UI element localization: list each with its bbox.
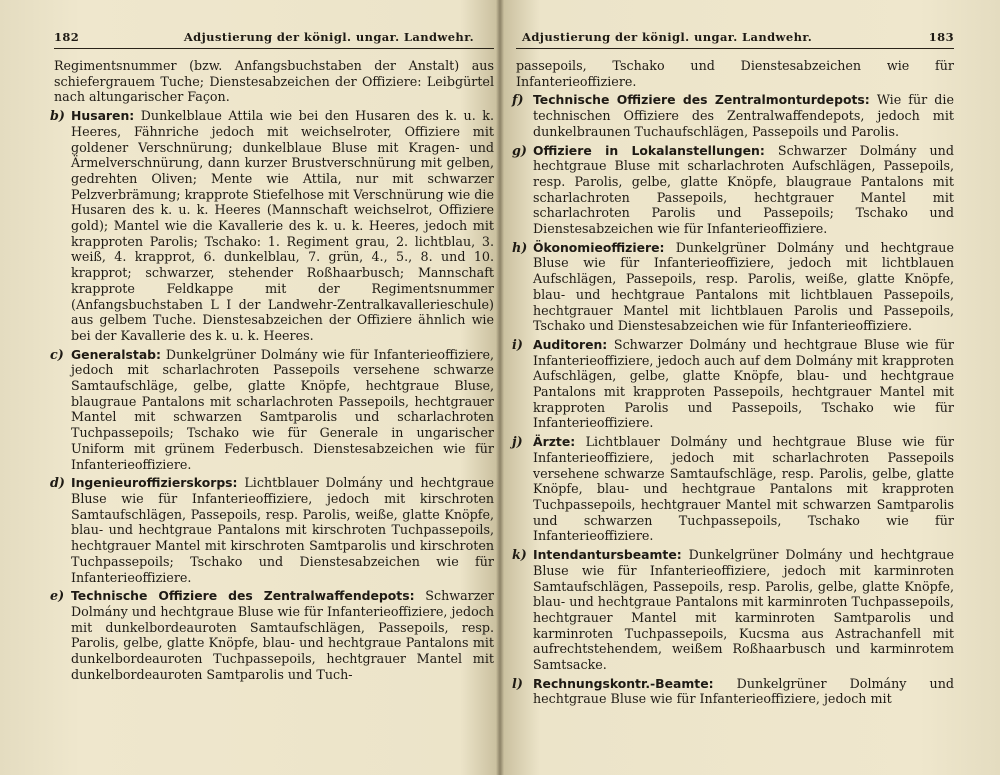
entry-text: Dunkelgrüner Dolmány und hechtgraue Bluse wie für Infanterieoffiziere, jedoch mit lichtblauen Aufschlägen, Passepoils, resp. Parolis, weiße, glatte Knöpfe, blau- und hechtgraue Pantalons mit lichtblauen Passepoils, hechtgrauer Mantel mit lichtblauen Parolis und Passepoils, Tschako und Dienstesabzeichen wie für Infanterieoffiziere. xyxy=(533,239,954,334)
entry-heading: Husaren: xyxy=(71,108,135,124)
section-entry xyxy=(50,108,494,344)
section-entry xyxy=(512,142,954,237)
continuation-paragraph: passepoils, Tschako und Dienstesabzeichen wie für Infanterieoffiziere. xyxy=(516,58,954,89)
page-body xyxy=(512,58,954,707)
running-title: Adjustierung der königl. ungar. Landwehr. xyxy=(522,30,813,44)
running-title: Adjustierung der königl. ungar. Landwehr. xyxy=(183,30,474,44)
section-entry xyxy=(50,475,494,585)
entry-text: Lichtblauer Dolmány und hechtgraue Bluse wie für Infanterieoffiziere, jedoch mit scharlachroten Passepoils versehene schwarze Samtaufschläge, resp. Parolis, gelbe, glatte Knöpfe, blau- und hechtgraue Pantalons mit krapproten Tuchpassepoils, hechtgrauer Mantel mit schwarzen Samtparolis und schwarzen Tuchpassepoils, Tschako wie für Infanterieoffiziere. xyxy=(533,434,954,544)
continuation-paragraph: Regimentsnummer (bzw. Anfangsbuchstaben der Anstalt) aus schiefergrauem Tuche; Dienstesabzeichen der Offiziere: Leibgürtel nach altungarischer Façon. xyxy=(54,58,494,105)
page-header xyxy=(516,30,954,49)
entry-text: Schwarzer Dolmány und hechtgraue Bluse mit scharlachroten Aufschlägen, Passepoils, resp. Parolis, gelbe, glatte Knöpfe, blaugraue Pantalons mit scharlachroten Passepoils, hechtgrauer Mantel mit scharlachroten Parolis und Passepoils; Tschako und Dienstesabzeichen wie für Infanterieoffiziere. xyxy=(533,142,954,237)
entry-marker: c) xyxy=(50,346,64,362)
entry-text: Wie für die technischen Offiziere des Zentralwaffendepots, jedoch mit dunkelbraunen Tuchaufschlägen, Passepoils und Parolis. xyxy=(533,92,954,139)
entry-marker: g) xyxy=(512,142,527,158)
entry-text: Schwarzer Dolmány und hechtgraue Bluse wie für Infanterieoffiziere, jedoch mit dunkelbordeauroten Samtaufschlägen, Passepoils, resp. Parolis, gelbe, glatte Knöpfe, blau- und hechtgraue Pantalons mit dunkelbordeauroten Tuchpassepoils, hechtgrauer Mantel mit dunkelbordeauroten Samtparolis und Tuch- xyxy=(71,588,494,682)
entry-marker: b) xyxy=(50,108,65,124)
entry-marker: j) xyxy=(512,434,523,450)
entry-heading: Rechnungskontr.-Beamte: xyxy=(533,675,714,691)
section-entry xyxy=(512,92,954,139)
entry-heading: Ärzte: xyxy=(533,434,576,450)
entry-text: Lichtblauer Dolmány und hechtgraue Bluse wie für Infanterieoffiziere, jedoch mit kirschroten Samtaufschlägen, Passepoils, resp. Parolis, weiße, glatte Knöpfe, blau- und hechtgraue Pantalons mit kirschroten Tuchpassepoils, hechtgrauer Mantel mit kirschroten Samtparolis und kirschroten Tuchpassepoils; Tschako und Dienstesabzeichen wie für Infanterieoffiziere. xyxy=(71,475,494,585)
page-header xyxy=(54,30,494,49)
entry-heading: Generalstab: xyxy=(71,346,162,362)
page-number: 183 xyxy=(928,30,954,44)
section-entry xyxy=(512,675,954,707)
entry-text: Dunkelgrüner Dolmány und hechtgraue Bluse wie für Infanterieoffiziere, jedoch mit xyxy=(533,675,954,707)
entry-marker: e) xyxy=(50,588,65,604)
section-entry xyxy=(512,434,954,544)
page-body xyxy=(50,58,494,682)
entry-text: Schwarzer Dolmány und hechtgraue Bluse wie für Infanterieoffiziere, jedoch auch auf dem Dolmány mit krapproten Aufschlägen, gelbe, glatte Knöpfe, blau- und hechtgraue Pantalons mit krapproten Passepoils, hechtgrauer Mantel mit krapproten Parolis und Passepoils, Tschako wie für Infanterieoffiziere. xyxy=(533,336,954,431)
entry-marker: i) xyxy=(512,336,523,352)
entry-marker: d) xyxy=(50,475,65,491)
entry-marker: l) xyxy=(512,675,523,691)
section-entry xyxy=(50,588,494,682)
entry-marker: h) xyxy=(512,239,528,255)
entry-text: Dunkelblaue Attila wie bei den Husaren des k. u. k. Heeres, Fähnriche jedoch mit weichselroter, Offiziere mit goldener Verschnürung; dunkelblaue Bluse mit Kragen- und Ärmelverschnürung, dann kurzer Brustverschnürung mit gelben, gedrehten Oliven; Mente wie Attila, nur mit schwarzer Pelzverbrämung; krapprote Stiefelhose mit Verschnürung wie die Husaren des k. u. k. Heeres (Mannschaft weichselrot, Offiziere gold); Mantel wie die Kavallerie des k. u. k. Heeres, jedoch mit krapproten Parolis; Tschako: 1. Regiment grau, 2. lichtblau, 3. weiß, 4. krapprot, 6. dunkelblau, 7. grün, 4., 5., 8. und 10. krapprot; schwarzer, stehender Roßhaarbusch; Mannschaft krapprote Feldkappe mit der Regimentsnummer (Anfangsbuchstaben L I der Landwehr-Zentralkavallerieschule) aus gelbem Tuche. Dienstesabzeichen der Offiziere ähnlich wie bei der Kavallerie des k. u. k. Heeres. xyxy=(71,108,494,343)
right-page xyxy=(500,0,1000,775)
section-entry xyxy=(512,239,954,334)
section-entry xyxy=(512,336,954,431)
entry-marker: k) xyxy=(512,547,527,563)
entry-heading: Technische Offiziere des Zentralwaffendepots: xyxy=(71,588,415,604)
page-number: 182 xyxy=(54,30,80,44)
entry-heading: Ingenieuroffizierskorps: xyxy=(71,475,238,491)
entry-text: Dunkelgrüner Dolmány und hechtgraue Bluse wie für Infanterieoffiziere, jedoch mit karminroten Samtaufschlägen, Passepoils, resp. Parolis, gelbe, glatte Knöpfe, blau- und hechtgraue Pantalons mit karminroten Tuchpassepoils, hechtgrauer Mantel mit karminroten Samtparolis und karminroten Tuchpassepoils, Kucsma aus Astrachanfell mit aufrechtstehendem, weißem Roßhaarbusch und karminrotem Samtsacke. xyxy=(533,547,954,673)
entry-heading: Intendantursbeamte: xyxy=(533,547,682,563)
entry-heading: Auditoren: xyxy=(533,336,608,352)
entry-heading: Technische Offiziere des Zentralmonturdepots: xyxy=(533,92,870,108)
entry-marker: f) xyxy=(512,92,524,108)
entry-text: Dunkelgrüner Dolmány wie für Infanterieoffiziere, jedoch mit scharlachroten Passepoils versehene schwarze Samtaufschläge, gelbe, glatte Knöpfe, hechtgraue Bluse, blaugraue Pantalons mit scharlachroten Passepoils, hechtgrauer Mantel mit schwarzen Samtparolis und scharlachroten Tuchpassepoils; Tschako wie für Generale in ungarischer Uniform mit grünem Federbusch. Dienstesabzeichen wie für Infanterieoffiziere. xyxy=(71,346,494,472)
section-entry xyxy=(512,547,954,673)
entry-heading: Ökonomieoffiziere: xyxy=(533,239,665,255)
section-entry xyxy=(50,346,494,473)
entry-heading: Offiziere in Lokalanstellungen: xyxy=(533,142,765,158)
